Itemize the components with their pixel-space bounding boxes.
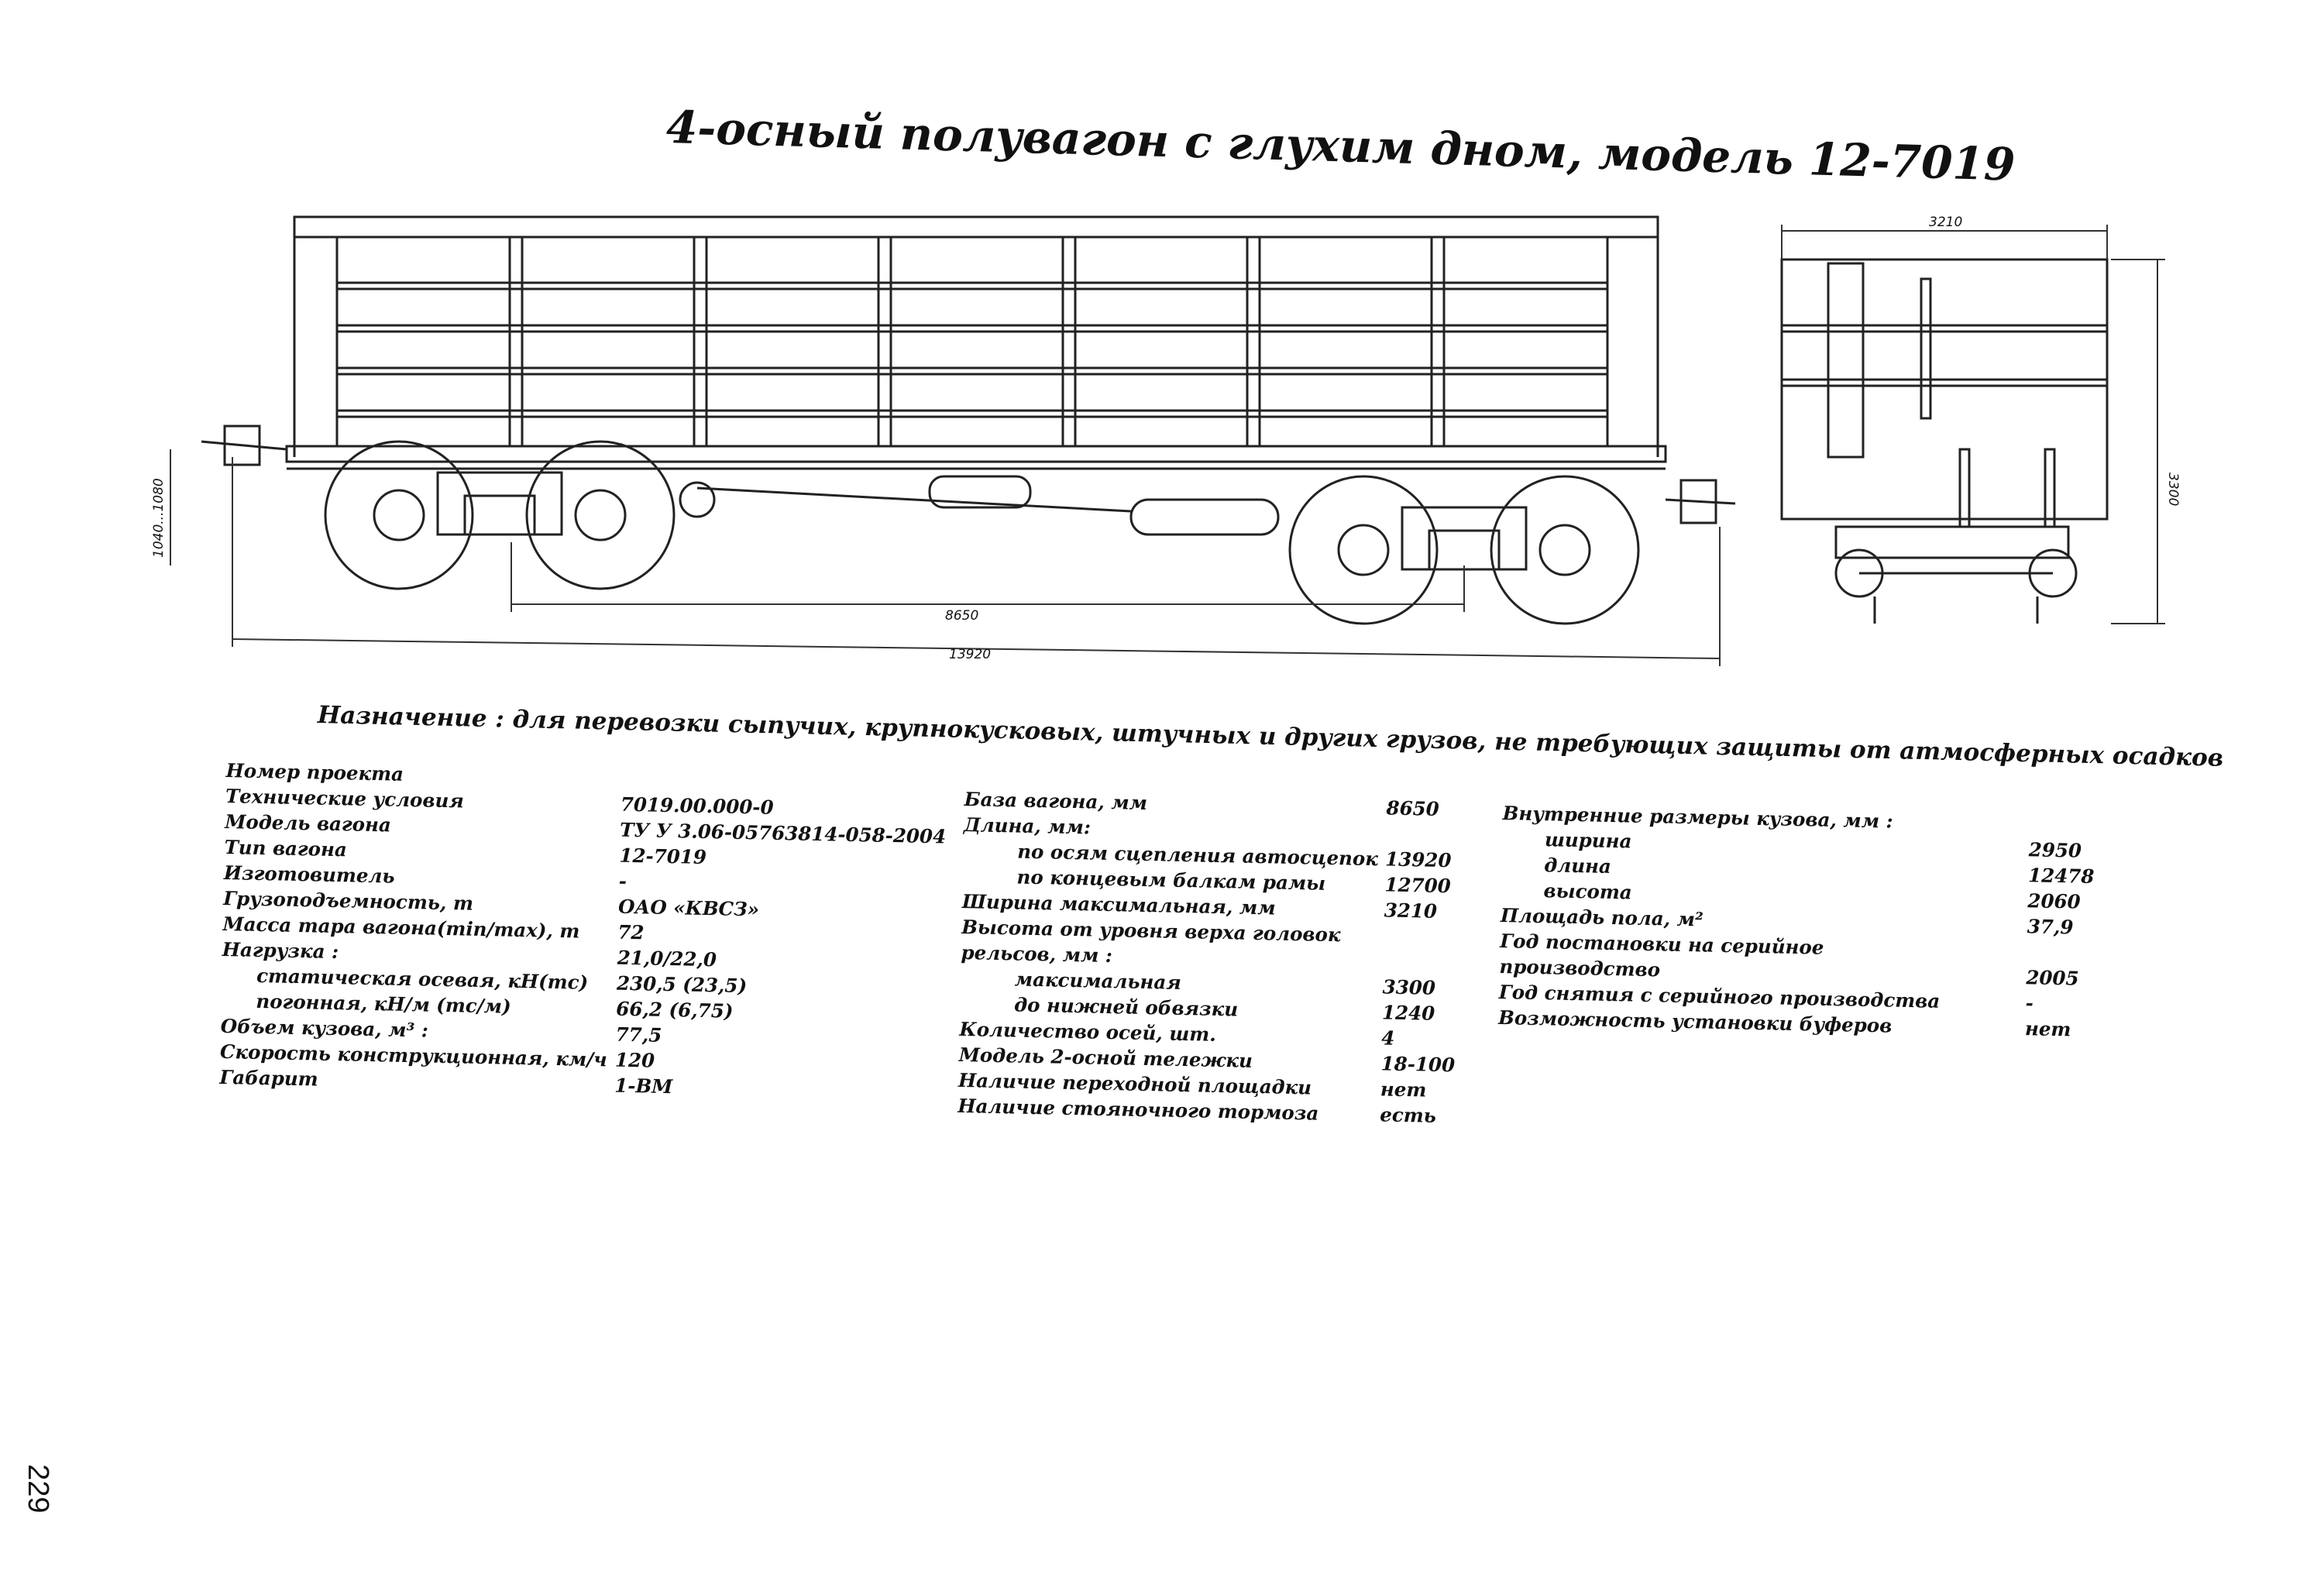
spec-label: Возможность установки буферов	[1497, 1005, 1893, 1037]
spec-label: Скорость конструкционная, км/ч	[219, 1040, 608, 1071]
dim-coupler: 1040...1080	[151, 478, 167, 558]
spec-column-2	[957, 788, 1507, 1132]
end-view	[1782, 260, 2107, 624]
spec-value: -	[2025, 992, 2034, 1015]
spec-label: ширина	[1544, 828, 1632, 853]
spec-value: 13920	[1384, 847, 1452, 872]
spec-label: длина	[1543, 854, 1612, 878]
spec-value: 8650	[1386, 796, 1440, 820]
spec-label: Технические условия	[225, 784, 465, 813]
spec-column-3	[1498, 802, 2123, 1045]
spec-value: есть	[1379, 1103, 1437, 1127]
spec-label: Объем кузова, м³ :	[220, 1014, 429, 1042]
spec-label: до нижней обвязки	[1013, 993, 1239, 1021]
spec-column-1	[219, 759, 970, 1107]
dim-length: 13920	[949, 647, 992, 662]
spec-label: высота	[1543, 879, 1632, 904]
spec-label: Модель вагона	[225, 810, 392, 837]
dim-base: 8650	[945, 608, 979, 624]
spec-label: максимальная	[1014, 968, 1182, 994]
spec-value: 1240	[1381, 1001, 1435, 1025]
wagon-drawing	[151, 201, 2247, 713]
spec-label: Грузоподъемность, т	[222, 886, 474, 915]
page-title: 4-осный полувагон с глухим дном, модель 12-7019	[665, 101, 2016, 191]
spec-label: База вагона, мм	[964, 788, 1148, 814]
spec-value: 72	[617, 920, 645, 944]
spec-label: Высота от уровня верха головок	[961, 915, 1341, 947]
spec-value: нет	[2024, 1017, 2071, 1041]
spec-value: ТУ У 3.06-05763814-058-2004	[619, 818, 947, 848]
spec-value: 66,2 (6,75)	[616, 997, 734, 1023]
spec-label: статическая осевая, кН(тс)	[256, 964, 589, 994]
spec-label: Наличие переходной площадки	[957, 1068, 1312, 1099]
spec-value: 12478	[2027, 864, 2095, 889]
spec-value: 4	[1381, 1026, 1395, 1050]
spec-label: Площадь пола, м²	[1500, 903, 1704, 931]
spec-value: 2950	[2028, 838, 2082, 862]
spec-value: 37,9	[2027, 915, 2074, 939]
spec-label: Габарит	[219, 1065, 318, 1091]
spec-value: 77,5	[615, 1023, 662, 1047]
purpose-text: Назначение : для перевозки сыпучих, крупнокусковых, штучных и других грузов, не требующих защиты от атмосферных осадков	[317, 701, 2224, 772]
spec-label: Длина, мм:	[963, 813, 1092, 839]
spec-label: Тип вагона	[224, 835, 348, 861]
spec-label: Модель 2-осной тележки	[958, 1043, 1253, 1072]
spec-label: Изготовитель	[223, 861, 395, 888]
spec-label: Количество осей, шт.	[959, 1017, 1217, 1046]
spec-label: производство	[1499, 954, 1661, 981]
spec-value: 7019.00.000-0	[620, 792, 774, 819]
dim-height: 3300	[2165, 473, 2181, 507]
spec-label: Наличие стояночного тормоза	[957, 1094, 1319, 1125]
spec-value: 230,5 (23,5)	[616, 971, 748, 998]
spec-value: ОАО «КВСЗ»	[617, 895, 760, 921]
spec-label: Нагрузка :	[222, 937, 339, 964]
spec-value: 12-7019	[619, 844, 707, 869]
page-number: 229	[22, 1464, 54, 1514]
dimension-lines	[170, 449, 1720, 666]
spec-label: рельсов, мм :	[961, 940, 1113, 968]
spec-value: 1-ВМ	[614, 1074, 673, 1098]
spec-value: 2060	[2027, 889, 2081, 913]
spec-value: 3210	[1384, 899, 1438, 923]
spec-label: Ширина максимальная, мм	[961, 889, 1276, 920]
spec-label: Год снятия с серийного производства	[1498, 980, 1941, 1012]
spec-value: 18-100	[1380, 1052, 1456, 1077]
spec-value: 2005	[2026, 966, 2079, 990]
spec-label: Масса тара вагона(min/max), т	[222, 912, 580, 943]
spec-label: Номер проекта	[225, 759, 404, 785]
side-view	[201, 217, 1735, 624]
spec-label: по осям сцепления автосцепок	[1016, 840, 1379, 871]
dim-width: 3210	[1929, 215, 1963, 230]
spec-value: 12700	[1384, 873, 1452, 898]
spec-label: Внутренние размеры кузова, мм :	[1502, 802, 1893, 833]
spec-value: 21,0/22,0	[617, 946, 717, 971]
spec-value: 120	[614, 1048, 655, 1072]
spec-label: по концевым балкам рамы	[1016, 865, 1326, 895]
spec-value: -	[618, 869, 627, 892]
spec-label: погонная, кН/м (тс/м)	[256, 989, 511, 1018]
spec-value: нет	[1380, 1078, 1427, 1102]
spec-value: 3300	[1382, 975, 1436, 999]
spec-label: Год постановки на серийное	[1499, 929, 1824, 959]
